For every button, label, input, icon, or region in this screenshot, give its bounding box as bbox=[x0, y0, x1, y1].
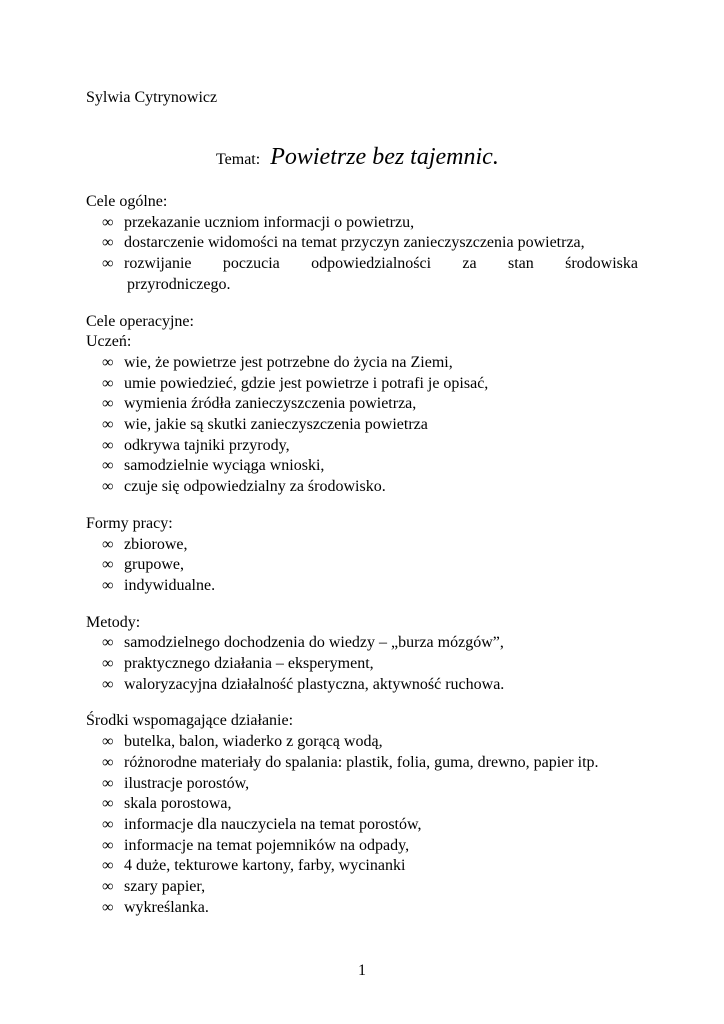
lesson-title: Powietrze bez tajemnic. bbox=[270, 144, 499, 170]
teaching-aids-list bbox=[86, 732, 638, 918]
list-item-text: wie, że powietrze jest potrzebne do życia na Ziemi, bbox=[124, 353, 453, 371]
infinity-bullet-icon: ∞ bbox=[102, 478, 114, 496]
list-item bbox=[86, 535, 638, 556]
infinity-bullet-icon: ∞ bbox=[102, 878, 114, 896]
list-item bbox=[86, 415, 638, 436]
list-item bbox=[86, 374, 638, 395]
list-item bbox=[86, 877, 638, 898]
list-item-text: informacje na temat pojemników na odpady, bbox=[124, 836, 410, 854]
list-item-text: wykreślanka. bbox=[124, 898, 209, 916]
list-item bbox=[86, 898, 638, 919]
infinity-bullet-icon: ∞ bbox=[102, 576, 114, 594]
list-item bbox=[86, 477, 638, 498]
infinity-bullet-icon: ∞ bbox=[102, 898, 114, 916]
infinity-bullet-icon: ∞ bbox=[102, 753, 114, 771]
list-item bbox=[86, 555, 638, 576]
list-item-continuation bbox=[86, 275, 638, 296]
author-name: Sylwia Cytrynowicz bbox=[86, 89, 218, 106]
infinity-bullet-icon: ∞ bbox=[102, 535, 114, 553]
infinity-bullet-icon: ∞ bbox=[102, 457, 114, 475]
list-item-text: 4 duże, tekturowe kartony, farby, wycinanki bbox=[124, 857, 406, 875]
infinity-bullet-icon: ∞ bbox=[102, 255, 114, 273]
infinity-bullet-icon: ∞ bbox=[102, 353, 114, 371]
list-item bbox=[86, 576, 638, 597]
list-item-text: zbiorowe, bbox=[124, 535, 188, 553]
list-item bbox=[86, 675, 638, 696]
infinity-bullet-icon: ∞ bbox=[102, 374, 114, 392]
list-item bbox=[86, 456, 638, 477]
list-item-text: wie, jakie są skutki zanieczyszczenia powietrza bbox=[124, 416, 428, 434]
methods-list bbox=[86, 633, 638, 695]
list-item-text: butelka, balon, wiaderko z gorącą wodą, bbox=[124, 733, 383, 751]
list-item-text: rozwijanie poczucia odpowiedzialności za stan środowiska bbox=[124, 255, 638, 273]
infinity-bullet-icon: ∞ bbox=[102, 234, 114, 252]
list-item bbox=[86, 233, 638, 254]
list-item bbox=[86, 774, 638, 795]
infinity-bullet-icon: ∞ bbox=[102, 836, 114, 854]
list-item-text: przekazanie uczniom informacji o powietrzu, bbox=[124, 213, 415, 231]
infinity-bullet-icon: ∞ bbox=[102, 655, 114, 673]
section-general-goals bbox=[86, 192, 638, 296]
section-subheading: Uczeń: bbox=[86, 333, 132, 351]
list-item-text: praktycznego działania – eksperyment, bbox=[124, 655, 374, 673]
lesson-title-line bbox=[216, 144, 499, 171]
list-item bbox=[86, 213, 638, 234]
list-item-text: umie powiedzieć, gdzie jest powietrze i potrafi je opisać, bbox=[124, 374, 489, 392]
section-heading: Metody: bbox=[86, 613, 141, 631]
section-heading: Cele ogólne: bbox=[86, 193, 168, 210]
list-item bbox=[86, 794, 638, 815]
infinity-bullet-icon: ∞ bbox=[102, 395, 114, 413]
infinity-bullet-icon: ∞ bbox=[102, 416, 114, 434]
section-operational-goals bbox=[86, 312, 638, 498]
list-item bbox=[86, 654, 638, 675]
list-item bbox=[86, 753, 638, 774]
list-item bbox=[86, 353, 638, 374]
section-teaching-aids bbox=[86, 711, 638, 918]
list-item bbox=[86, 254, 638, 275]
general-goals-list bbox=[86, 213, 638, 296]
section-methods bbox=[86, 613, 638, 696]
list-item bbox=[86, 815, 638, 836]
section-heading: Cele operacyjne: bbox=[86, 312, 194, 330]
list-item-text: różnorodne materiały do spalania: plastik, folia, guma, drewno, papier itp. bbox=[124, 753, 599, 771]
work-forms-list bbox=[86, 535, 638, 597]
infinity-bullet-icon: ∞ bbox=[102, 556, 114, 574]
list-item-text: dostarczenie widomości na temat przyczyn zanieczyszczenia powietrza, bbox=[124, 234, 585, 252]
list-item-text: waloryzacyjna działalność plastyczna, aktywność ruchowa. bbox=[124, 675, 505, 693]
section-heading: Środki wspomagające działanie: bbox=[86, 712, 294, 730]
list-item-text: skala porostowa, bbox=[124, 795, 232, 813]
list-item bbox=[86, 633, 638, 654]
list-item-text: grupowe, bbox=[124, 556, 184, 574]
infinity-bullet-icon: ∞ bbox=[102, 857, 114, 875]
list-item-text: samodzielnie wyciąga wnioski, bbox=[124, 457, 325, 475]
list-item-text: indywidualne. bbox=[124, 576, 216, 594]
list-item-text: wymienia źródła zanieczyszczenia powietrza, bbox=[124, 395, 417, 413]
list-item-text: przyrodniczego. bbox=[127, 275, 231, 293]
page-number: 1 bbox=[358, 962, 366, 979]
document-content bbox=[86, 192, 638, 935]
infinity-bullet-icon: ∞ bbox=[102, 436, 114, 454]
list-item bbox=[86, 394, 638, 415]
list-item-text: szary papier, bbox=[124, 878, 206, 896]
list-item bbox=[86, 732, 638, 753]
operational-goals-list bbox=[86, 353, 638, 498]
list-item-text: samodzielnego dochodzenia do wiedzy – „burza mózgów”, bbox=[124, 634, 504, 652]
infinity-bullet-icon: ∞ bbox=[102, 733, 114, 751]
infinity-bullet-icon: ∞ bbox=[102, 634, 114, 652]
list-item-text: ilustracje porostów, bbox=[124, 774, 250, 792]
list-item-text: czuje się odpowiedzialny za środowisko. bbox=[124, 478, 386, 496]
infinity-bullet-icon: ∞ bbox=[102, 774, 114, 792]
list-item bbox=[86, 856, 638, 877]
title-label: Temat: bbox=[216, 151, 261, 168]
infinity-bullet-icon: ∞ bbox=[102, 815, 114, 833]
infinity-bullet-icon: ∞ bbox=[102, 675, 114, 693]
list-item bbox=[86, 436, 638, 457]
list-item bbox=[86, 836, 638, 857]
infinity-bullet-icon: ∞ bbox=[102, 795, 114, 813]
infinity-bullet-icon: ∞ bbox=[102, 213, 114, 231]
section-heading: Formy pracy: bbox=[86, 514, 173, 532]
list-item-text: odkrywa tajniki przyrody, bbox=[124, 436, 290, 454]
section-work-forms bbox=[86, 514, 638, 597]
list-item-text: informacje dla nauczyciela na temat porostów, bbox=[124, 815, 422, 833]
